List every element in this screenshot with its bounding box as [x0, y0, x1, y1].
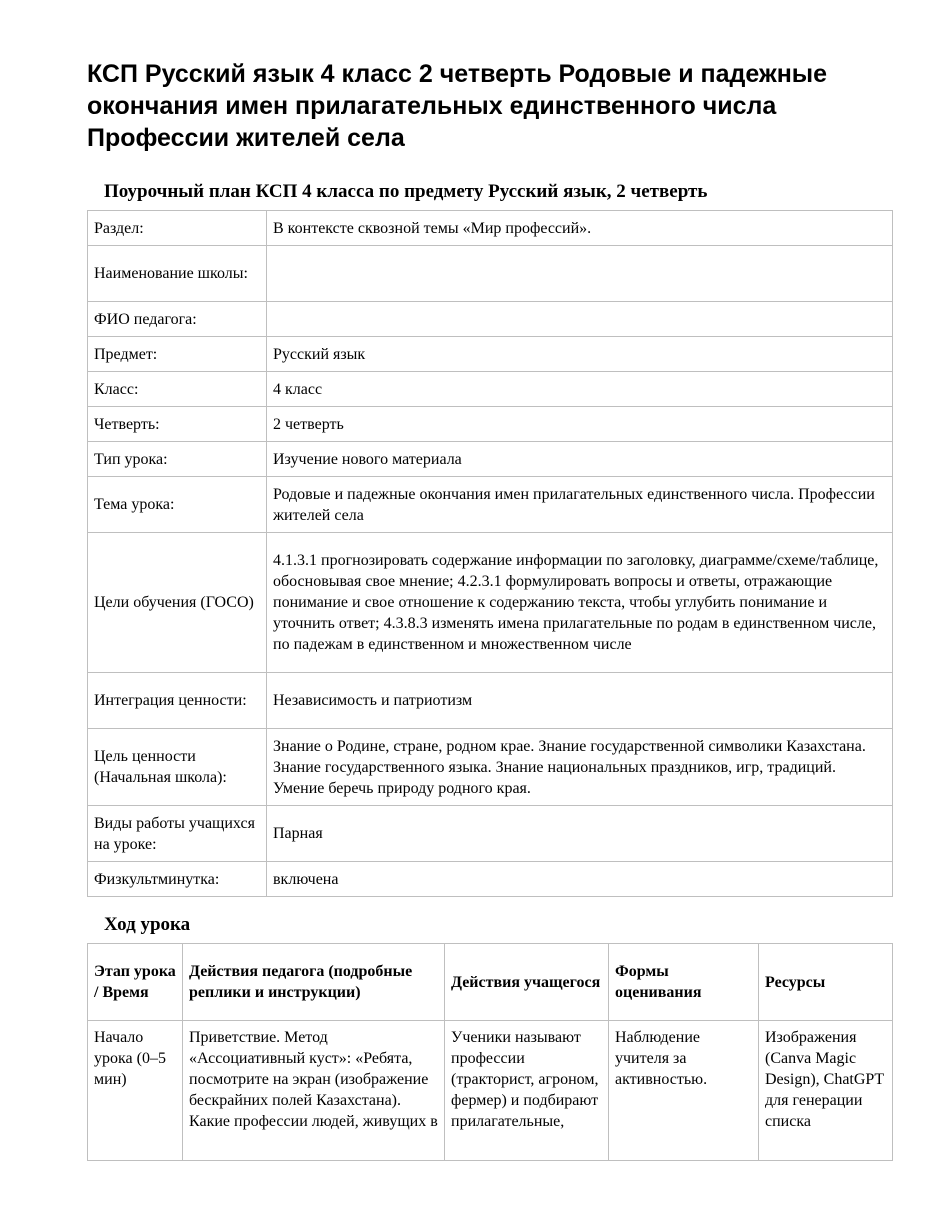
info-value: 4.1.3.1 прогнозировать содержание информации по заголовку, диаграмме/схеме/таблице, обосновывая свое мнение; 4.2.3.1 формулировать вопросы и ответы, отражающие понимание и свое отношение к содержанию текста, чтобы углубить понимание и уточнить ответ; 4.3.8.3 изменять имена прилагательные по родам в единственном числе, по падежам в единственном и множественном числе	[267, 533, 893, 673]
info-row	[88, 246, 893, 302]
info-value: Изучение нового материала	[267, 442, 893, 477]
info-value: Знание о Родине, стране, родном крае. Знание государственной символики Казахстана. Знание государственного языка. Знание национальных праздников, игр, традиций. Умение беречь природу родного края.	[267, 729, 893, 806]
teacher-actions-cell: Приветствие. Метод «Ассоциативный куст»: «Ребята, посмотрите на экран (изображение бескрайних полей Казахстана). Какие профессии людей, живущих в	[183, 1021, 445, 1161]
info-label: Интеграция ценности:	[88, 673, 267, 729]
info-row	[88, 337, 893, 372]
table-header-row	[88, 944, 893, 1021]
info-row	[88, 302, 893, 337]
info-label: Цель ценности (Начальная школа):	[88, 729, 267, 806]
column-header: Формы оценивания	[609, 944, 759, 1021]
info-label: Класс:	[88, 372, 267, 407]
info-label: Наименование школы:	[88, 246, 267, 302]
info-row	[88, 673, 893, 729]
info-label: Четверть:	[88, 407, 267, 442]
info-row	[88, 806, 893, 862]
info-row	[88, 862, 893, 897]
lesson-heading: Ход урока	[104, 914, 191, 935]
assessment-cell: Наблюдение учителя за активностью.	[609, 1021, 759, 1161]
info-label: Раздел:	[88, 211, 267, 246]
info-value	[267, 302, 893, 337]
info-value: Независимость и патриотизм	[267, 673, 893, 729]
info-row	[88, 533, 893, 673]
resources-cell: Изображения (Canva Magic Design), ChatGPT для генерации списка	[759, 1021, 893, 1161]
info-value: Русский язык	[267, 337, 893, 372]
student-actions-cell: Ученики называют профессии (тракторист, агроном, фермер) и подбирают прилагательные,	[445, 1021, 609, 1161]
info-label: Предмет:	[88, 337, 267, 372]
info-value: Родовые и падежные окончания имен прилагательных единственного числа. Профессии жителей села	[267, 477, 893, 533]
info-label: Тип урока:	[88, 442, 267, 477]
document-title: КСП Русский язык 4 класс 2 четверть Родовые и падежные окончания имен прилагательных единственного числа Профессии жителей села	[87, 60, 828, 152]
column-header: Этап урока / Время	[88, 944, 183, 1021]
info-value: 4 класс	[267, 372, 893, 407]
info-row	[88, 442, 893, 477]
column-header: Действия учащегося	[445, 944, 609, 1021]
stage-cell: Начало урока (0–5 мин)	[88, 1021, 183, 1161]
info-label: Тема урока:	[88, 477, 267, 533]
column-header: Ресурсы	[759, 944, 893, 1021]
lesson-info-table	[87, 210, 893, 897]
info-row	[88, 407, 893, 442]
info-label: Цели обучения (ГОСО)	[88, 533, 267, 673]
info-row	[88, 211, 893, 246]
info-label: ФИО педагога:	[88, 302, 267, 337]
info-value: 2 четверть	[267, 407, 893, 442]
plan-heading: Поурочный план КСП 4 класса по предмету Русский язык, 2 четверть	[104, 181, 708, 202]
info-value: включена	[267, 862, 893, 897]
lesson-flow-table	[87, 943, 893, 1161]
info-row	[88, 372, 893, 407]
column-header: Действия педагога (подробные реплики и инструкции)	[183, 944, 445, 1021]
info-value: В контексте сквозной темы «Мир профессий».	[267, 211, 893, 246]
info-row	[88, 477, 893, 533]
info-row	[88, 729, 893, 806]
info-value: Парная	[267, 806, 893, 862]
table-row	[88, 1021, 893, 1161]
info-value	[267, 246, 893, 302]
info-label: Виды работы учащихся на уроке:	[88, 806, 267, 862]
info-label: Физкультминутка:	[88, 862, 267, 897]
